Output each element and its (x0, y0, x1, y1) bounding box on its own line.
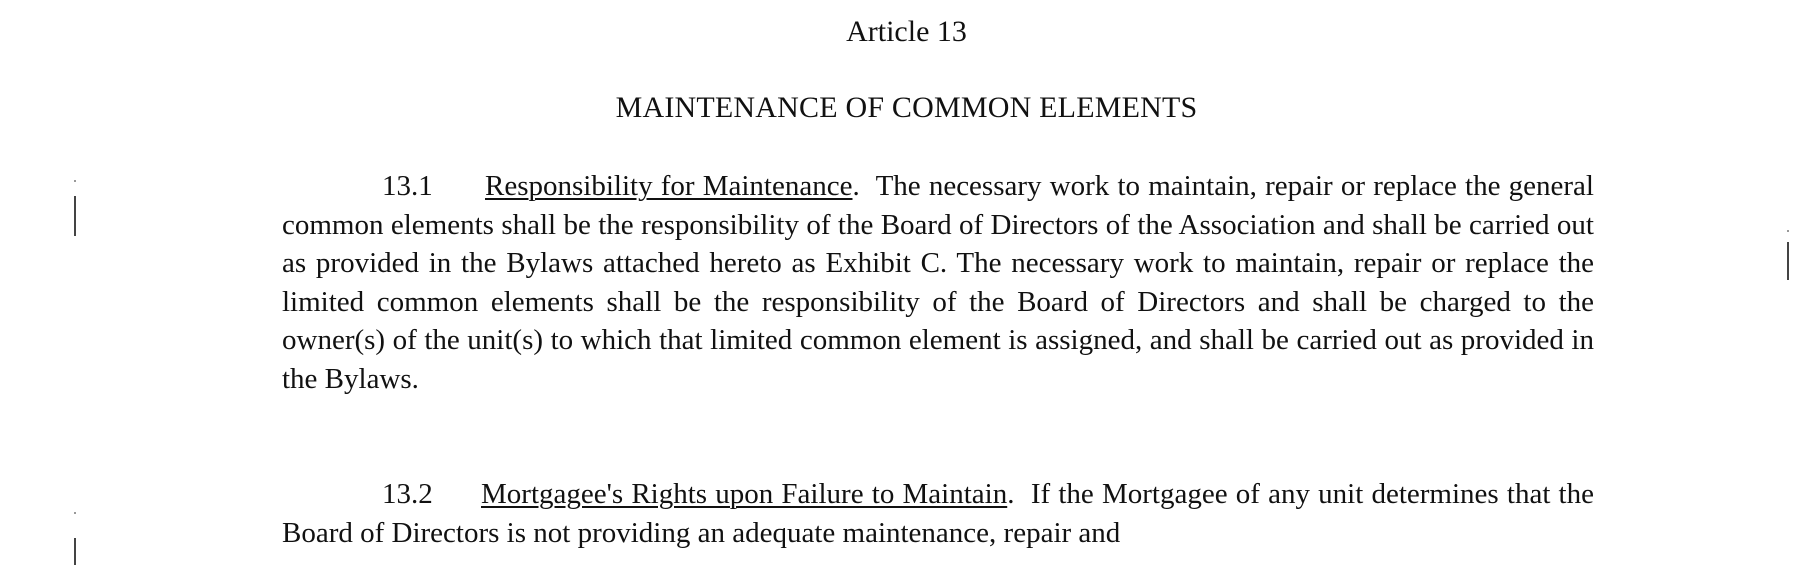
section-body: If the Mortgagee of any unit determines that the Board of Directors is not providing an adequate maintenance, repair and (282, 478, 1594, 549)
section-number: 13.2 (382, 478, 433, 510)
section-13-1: 13.1 Responsibility for Maintenance. The necessary work to maintain, repair or replace the general common elements shall be the responsibility of the Board of Directors of the Association and shall be carried out as provided in the Bylaws attached hereto as Exhibit C. The necessary work to maintain, repair or replace the limited common elements shall be the responsibility of the Board of Directors and shall be charged to the owner(s) of the unit(s) to which that limited common element is assigned, and shall be carried out as provided in the Bylaws. (282, 167, 1594, 399)
scan-speck (1787, 230, 1789, 232)
section-number: 13.1 (382, 170, 433, 202)
section-heading: Mortgagee's Rights upon Failure to Maintain (481, 478, 1008, 510)
section-13-2: 13.2 Mortgagee's Rights upon Failure to Maintain. If the Mortgagee of any unit determines that the Board of Directors is not providing an adequate maintenance, repair and (282, 475, 1594, 552)
revision-bar (1787, 242, 1789, 280)
section-heading: Responsibility for Maintenance (485, 170, 853, 202)
article-title: MAINTENANCE OF COMMON ELEMENTS (615, 91, 1198, 124)
scan-speck (74, 180, 76, 182)
section-body: The necessary work to maintain, repair or replace the general common elements shall be the responsibility of the Board of Directors of the Association and shall be carried out as provided in the Bylaws attached hereto as Exhibit C. The necessary work to maintain, repair or replace the limited common elements shall be the responsibility of the Board of Directors and shall be charged to the owner(s) of the unit(s) to which that limited common element is assigned, and shall be carried out as provided in the Bylaws. (282, 170, 1594, 395)
revision-bar (74, 538, 76, 565)
revision-bar (74, 196, 76, 236)
scan-speck (74, 512, 76, 514)
article-heading: Article 13 (846, 15, 967, 48)
